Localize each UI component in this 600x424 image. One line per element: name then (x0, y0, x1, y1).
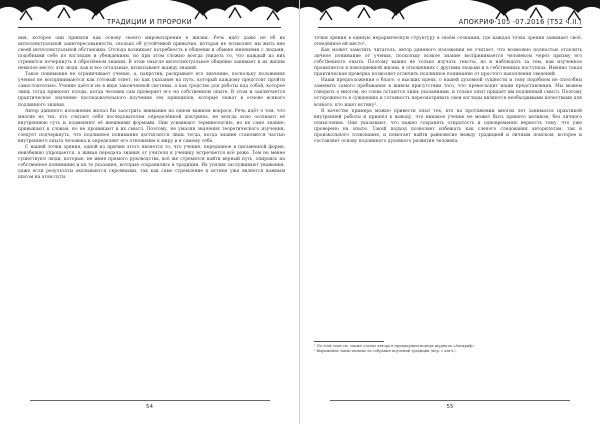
page-number-label: 55 (446, 404, 454, 410)
paragraph: Как может заметить читатель, автор даннного изложения не считает, что возможно полностью отделить личное понимание от учения, поскольку всякое знание воспринимается человеком через призму его собственного опыта. Поэтому важно не только изучать тексты, но и наблюдать за тем, как изученное проявляется в повседневной жизни, в отношениях с другими людьми и в собственных поступках. Именно такая практическая проверка позволяет отличить подлинное понимание от простого накопления сведений. (314, 48, 582, 78)
paragraph: ния, которое они приняли как основу своего мировоззрения в жизни. Речь идёт даже не об их интеллектуальной заинтересованности, сколько об устойчивой привычке, которая не позволяет им жить вне своей интеллектуальной обстановки. Отсюда возникает потребность в общении и обмене мнениями с людьми, подобными себе по взглядам и убеждениям, но при этом сложно всегда увидеть то, что каждый из них стремится почерпнуть в обретённом знании. В этом смысле интеллектуальное общение занимает в их жизни немалое место; эти люди, как и все остальные, испытывают жажду знаний. (18, 36, 285, 72)
right-page (300, 0, 600, 424)
header-rule (318, 27, 582, 28)
paragraph: Наши предположения о благе, о высших идеях, о нашей духовной сущности и тому подобном не способны заменить самого пребывания в живом присутствии того, что превосходит наши представления. Мы можем говорить о многом, но слова остаются лишь указаниями, и только опыт придаёт им подлинный смысл. Поэтому осторожность в суждениях и готовность пересматривать свои взгляды являются необходимыми качествами для всякого, кто ищет истину². (314, 78, 582, 108)
footnotes (314, 341, 582, 354)
paragraph: Автор даннного изложения желал бы заострить внимание на одном важном вопросе. Речь идёт о том, что многие из тех, кто считает себя последователем определённой доктрины, не всегда ясно осознают её внутреннюю суть и подменяют её внешними формами. Они усваивают терминологию, но не само знание; привыкают к словам, но не проникают в их смысл. Поэтому, не умаляя значения теоретического изучения, следует подчеркнуть, что подлинное понимание достигается лишь тогда, когда знание становится частью внутреннего опыта человека и определяет его отношение к миру и к самому себе. (18, 108, 285, 144)
main-text (314, 36, 582, 145)
header-rule (18, 27, 281, 28)
paragraph: Такое понимание не ограничивает учение, а, напротив, раскрывает его значение, поскольку положения учения не воспринимаются как готовый ответ, но как указание на путь, который каждому предстоит пройти самостоятельно. Учение даётся не в виде законченной системы, а как средство для работы над собой, которое лишь тогда приносит плоды, когда человек сам проверяет его на собственном опыте. В этом и заключается практическое значение последовательного изучения тех принципов, которые лежат в основе всякого подлинного знания. (18, 72, 285, 108)
footnote-rule (314, 341, 384, 342)
footer-rule (30, 400, 270, 401)
page-number-label: 54 (146, 404, 153, 410)
running-head-title: АПОКРИФ·105 ·07.2016 (Т52 ч.II.) (458, 18, 582, 26)
running-head-title: ТРАДИЦИИ И ПРОРОКИ (106, 18, 192, 26)
main-text (18, 36, 285, 181)
footnote: ² Выражение заимствовано из собрания поучений традиции (пер. с англ.). (314, 349, 457, 353)
running-head (318, 18, 582, 32)
page-number (0, 400, 299, 410)
paragraph: точки зрения в единую иерархическую структуру в своём сознании, где каждая точка зрения занимает своё, отведённое ей место¹. (314, 36, 582, 48)
running-head (18, 18, 281, 32)
paragraph: В качестве примера можно привести опыт тех, кто на протяжении многих лет занимался практикой внутренней работы и пришёл к выводу, что никакое учение не может быть принято целиком, без личного осмысления. Они указывают, что важно сохранять открытость и одновременно верность тому, что уже проверено на опыте. Такой подход позволяет избежать как слепого следования авторитетам, так и произвольного толкования, и помогает найти равновесие между традицией и личным поиском, которое и составляет основу подлинного духовного развития человека. (314, 108, 582, 144)
footer-rule (330, 400, 570, 401)
paragraph: С нашей точки зрения, одной из причин этого является то, что учение, переданное в письменной форме, неизбежно упрощается, а живая передача знания от учителя к ученику встречается всё реже. Тем не менее существуют люди, которые, не имея прямого руководства, всё же стремятся найти верный путь, опираясь на собственное понимание и на те указания, которые сохранились в традиции. Их усилия заслуживают уважения, даже если результаты оказываются скромными, так как само стремление к истине уже является важным шагом на этом пути. (18, 144, 285, 181)
page-number (300, 400, 600, 410)
footnote: ¹ По этой теме см. также статью автора в предыдущем номере журнала «Апокриф». (314, 344, 476, 348)
